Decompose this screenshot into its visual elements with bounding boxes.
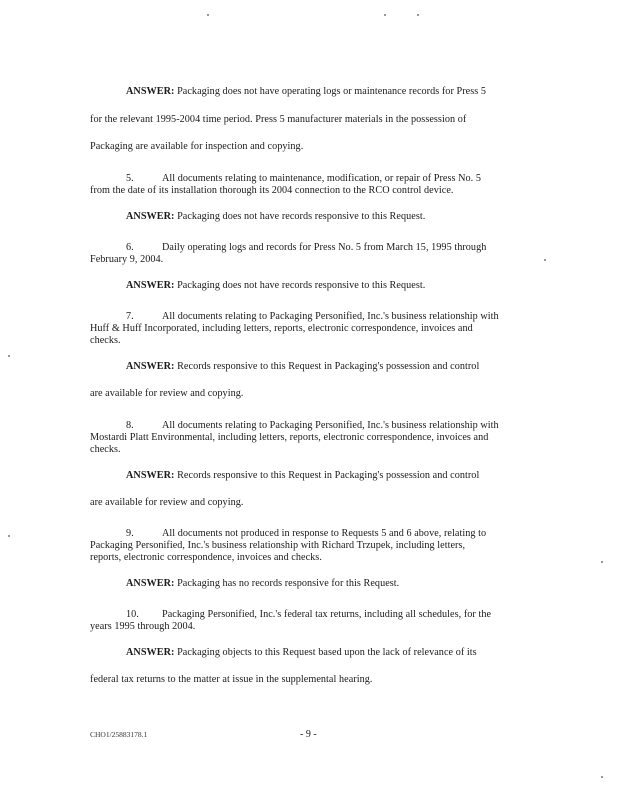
- scan-speck: [417, 14, 419, 16]
- request-number: 7.: [126, 311, 134, 322]
- request-text: All documents not produced in response to Requests 5 and 6 above, relating to: [162, 528, 487, 539]
- answer-label: ANSWER:: [126, 280, 175, 291]
- request-text: from the date of its installation thorough its 2004 connection to the RCO control device.: [90, 185, 454, 196]
- request-text: Huff & Huff Incorporated, including letters, reports, electronic correspondence, invoices and: [90, 323, 473, 334]
- answer-label: ANSWER:: [126, 86, 175, 97]
- answer-label: ANSWER:: [126, 361, 175, 372]
- answer-text: Packaging does not have operating logs or maintenance records for Press 5: [177, 86, 486, 97]
- answer-text: Records responsive to this Request in Packaging's possession and control: [177, 361, 480, 372]
- request-text: checks.: [90, 335, 121, 346]
- answer-text: Records responsive to this Request in Packaging's possession and control: [177, 470, 480, 481]
- request-number: 10.: [126, 609, 139, 620]
- request-text: Packaging Personified, Inc.'s federal tax returns, including all schedules, for the: [162, 609, 492, 620]
- request-text: checks.: [90, 444, 121, 455]
- request-text: Packaging Personified, Inc.'s business relationship with Richard Trzupek, including letters,: [90, 540, 466, 551]
- answer-line: [126, 211, 425, 222]
- answer-line: [126, 361, 479, 372]
- page-number: - 9 -: [300, 729, 317, 740]
- answer-line: [126, 86, 486, 97]
- request-text: All documents relating to Packaging Personified, Inc.'s business relationship with: [162, 311, 499, 322]
- request-number: 6.: [126, 242, 134, 253]
- request-text: reports, electronic correspondence, invoices and checks.: [90, 552, 322, 563]
- request-number: 8.: [126, 420, 134, 431]
- answer-text: Packaging objects to this Request based upon the lack of relevance of its: [177, 647, 477, 658]
- answer-line: [126, 470, 479, 481]
- request-text: February 9, 2004.: [90, 254, 164, 265]
- answer-text: Packaging does not have records responsive to this Request.: [177, 211, 426, 222]
- scan-speck: [384, 14, 386, 16]
- answer-continuation: Packaging are available for inspection and copying.: [90, 141, 304, 152]
- answer-text: Packaging does not have records responsive to this Request.: [177, 280, 426, 291]
- answer-label: ANSWER:: [126, 578, 175, 589]
- scan-speck: [8, 355, 10, 357]
- answer-continuation: federal tax returns to the matter at issue in the supplemental hearing.: [90, 674, 373, 685]
- answer-label: ANSWER:: [126, 647, 175, 658]
- answer-label: ANSWER:: [126, 470, 175, 481]
- scan-speck: [8, 535, 10, 537]
- scan-speck: [601, 776, 603, 778]
- answer-line: [126, 647, 477, 658]
- request-text: All documents relating to maintenance, modification, or repair of Press No. 5: [162, 173, 482, 184]
- answer-label: ANSWER:: [126, 211, 175, 222]
- document-id: CHO1/25883178.1: [90, 730, 148, 739]
- answer-line: [126, 578, 399, 589]
- request-text: All documents relating to Packaging Personified, Inc.'s business relationship with: [162, 420, 499, 431]
- answer-continuation: are available for review and copying.: [90, 497, 244, 508]
- request-text: years 1995 through 2004.: [90, 621, 196, 632]
- scan-speck: [544, 259, 546, 261]
- answer-text: Packaging has no records responsive for this Request.: [177, 578, 400, 589]
- answer-continuation: for the relevant 1995-2004 time period. Press 5 manufacturer materials in the possession of: [90, 114, 467, 125]
- answer-line: [126, 280, 425, 291]
- request-number: 9.: [126, 528, 134, 539]
- request-text: Daily operating logs and records for Press No. 5 from March 15, 1995 through: [162, 242, 487, 253]
- request-text: Mostardi Platt Environmental, including letters, reports, electronic correspondence, invoices and: [90, 432, 489, 443]
- answer-continuation: are available for review and copying.: [90, 388, 244, 399]
- request-number: 5.: [126, 173, 134, 184]
- scan-speck: [601, 561, 603, 563]
- scan-speck: [207, 14, 209, 16]
